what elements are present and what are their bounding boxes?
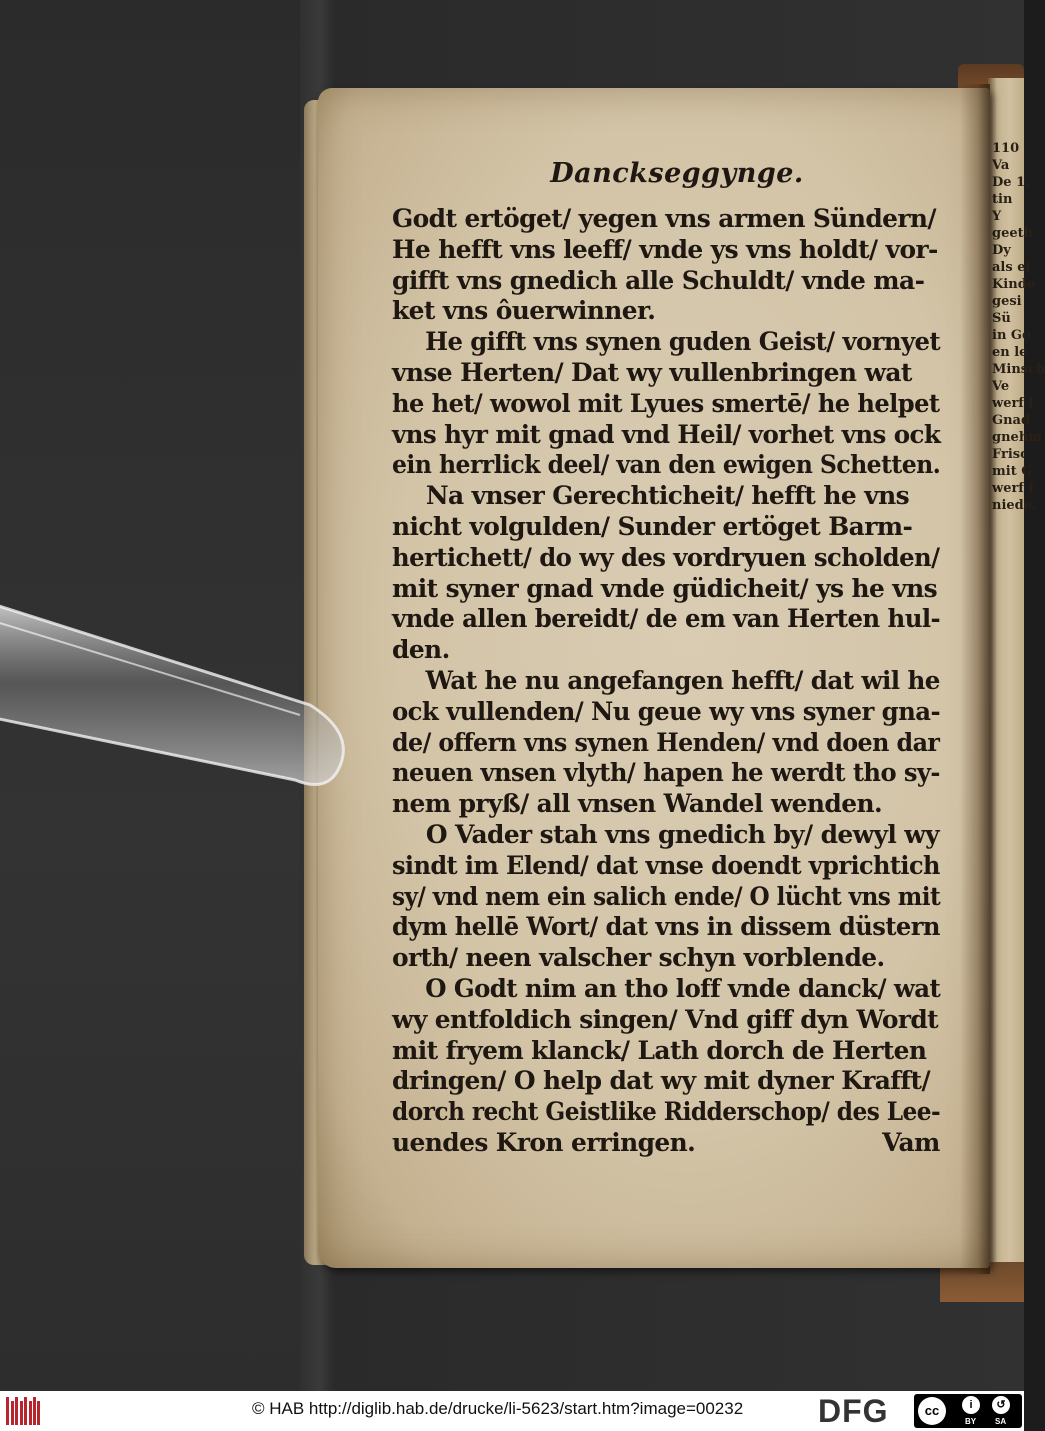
text-line	[392, 1036, 940, 1067]
text-line	[392, 665, 940, 697]
text-line-content: den.	[392, 635, 450, 665]
text-line-content: gifft vns gnedich alle Schuldt/ vnde ma-	[392, 265, 925, 295]
facing-page-fragment: werf f	[992, 396, 1035, 411]
text-line-content: dringen/ O help dat wy mit dyner Krafft/	[392, 1066, 930, 1096]
facing-page-fragment: 110	[992, 141, 1020, 156]
text-line	[392, 296, 940, 327]
text-line-content: mit fryem klanck/ Lath dorch de Herten	[392, 1035, 927, 1065]
hab-logo-bar	[33, 1397, 36, 1425]
text-line	[392, 604, 941, 635]
text-line	[392, 542, 940, 574]
text-line	[392, 820, 940, 851]
running-header: Danckseggynge.	[550, 158, 804, 189]
facing-page-fragment: Y	[992, 209, 1002, 224]
facing-page-fragment: gesi	[992, 294, 1022, 309]
footer-bar	[0, 1391, 1024, 1431]
text-line-content: he het/ wowol mit Lyues smertē/ he helpet	[392, 388, 940, 418]
hab-logo-bar	[20, 1401, 23, 1425]
text-line-content: ein herrlick deel/ van den ewigen Schetten.	[392, 450, 941, 480]
hab-logo[interactable]	[6, 1397, 40, 1425]
text-line	[392, 1128, 940, 1159]
text-line	[392, 266, 940, 297]
text-line-content: vnse Herten/ Dat wy vullenbringen wat	[392, 357, 912, 387]
text-line	[392, 881, 941, 913]
text-line-content: de/ offern vns synen Henden/ vnd doen dar	[392, 727, 940, 757]
page-gutter-shadow	[960, 84, 990, 1274]
text-line-content: He gifft vns synen guden Geist/ vornyet	[425, 327, 941, 357]
facing-page-fragment: gnehm	[992, 430, 1043, 445]
text-line	[392, 204, 940, 235]
text-line-content: O Godt nim an tho loff vnde danck/ wat	[425, 973, 941, 1003]
facing-page-fragment: Minsch	[992, 362, 1045, 377]
text-line	[392, 912, 940, 943]
text-line	[392, 481, 940, 512]
image-credit[interactable]: © HAB http://diglib.hab.de/drucke/li-5623/start.htm?image=00232	[252, 1399, 744, 1418]
hab-logo-bar	[11, 1401, 14, 1425]
text-line-content: nicht volgulden/ Sunder ertöget Barm-	[392, 511, 913, 541]
cc-icon: cc	[918, 1397, 946, 1425]
facing-page-fragment: niede.	[992, 498, 1037, 513]
glass-pointer	[0, 590, 360, 810]
text-line-content: ket vns ôuerwinner.	[392, 296, 656, 326]
catchword: Vam	[882, 1127, 940, 1157]
text-line-content: dorch recht Geistlike Ridderschop/ des Lee-	[392, 1097, 941, 1127]
text-line-content: Na vnser Gerechticheit/ hefft he vns	[425, 481, 910, 511]
text-block	[392, 204, 942, 1159]
text-line	[392, 358, 940, 389]
hab-logo-bar	[29, 1401, 32, 1425]
facing-page-fragment: tin	[992, 192, 1013, 207]
facing-page-fragment: Dy	[992, 243, 1011, 258]
text-line	[392, 327, 941, 358]
text-line-content: Wat he nu angefangen hefft/ dat wil he	[425, 665, 940, 695]
text-line	[392, 789, 940, 820]
text-line	[392, 758, 940, 789]
text-line	[392, 943, 940, 974]
text-line-content: sy/ vnd nem ein salich ende/ O lücht vns mit	[392, 881, 941, 911]
text-line-content: vnde allen bereidt/ de em van Herten hul-	[392, 604, 941, 634]
text-line-content: vns hyr mit gnad vnd Heil/ vorhet vns ock	[392, 419, 941, 449]
text-line-content: He hefft vns leeff/ vnde ys vns holdt/ vor-	[392, 234, 938, 264]
facing-page-fragment: De 1.	[992, 175, 1030, 190]
page-text	[392, 152, 942, 1159]
text-line	[392, 973, 941, 1005]
text-line	[392, 1066, 940, 1097]
text-line-content: hertichett/ do wy des vordryuen scholden/	[392, 542, 940, 572]
text-line-content: Godt ertöget/ yegen vns armen Sündern/	[392, 204, 936, 233]
hab-logo-bar	[24, 1397, 27, 1425]
text-line-content: ock vullenden/ Nu geue wy vns syner gna-	[392, 696, 940, 726]
text-line	[392, 574, 940, 605]
text-line	[392, 727, 940, 759]
text-line	[392, 696, 940, 728]
facing-page-fragment: en le	[992, 345, 1028, 360]
text-line	[392, 635, 940, 666]
share-alike-icon: ↺	[992, 1396, 1010, 1414]
hab-logo-bar	[15, 1397, 18, 1425]
facing-page-fragment: Ve	[992, 379, 1010, 394]
facing-page-fragment: werf f	[992, 481, 1035, 496]
dfg-logo[interactable]: DFG	[818, 1393, 889, 1429]
facing-page-fragment: in Go	[992, 328, 1031, 343]
facing-page-text	[992, 140, 1045, 1150]
text-line-content: sindt im Elend/ dat vnse doendt vprichtich	[392, 850, 940, 880]
text-line-content: dym hellē Wort/ dat vns in dissem düstern	[392, 912, 940, 942]
text-line	[392, 1097, 941, 1128]
text-line-content: neuen vnsen vlyth/ hapen he werdt tho sy-	[392, 758, 940, 788]
text-line	[392, 419, 941, 451]
text-line	[392, 388, 940, 420]
text-line	[392, 850, 940, 882]
facing-page-fragment: Frisc	[992, 447, 1029, 462]
facing-page-fragment: Gnad	[992, 413, 1031, 428]
text-line-content: O Vader stah vns gnedich by/ dewyl wy	[425, 819, 940, 849]
cc-license-badge[interactable]	[914, 1394, 1022, 1428]
text-line-content: wy entfoldich singen/ Vnd giff dyn Wordt	[392, 1004, 939, 1034]
text-line-content: mit syner gnad vnde güdicheit/ ys he vns	[392, 573, 938, 603]
hab-logo-bar	[37, 1401, 40, 1425]
text-line-content: orth/ neen valscher schyn vorblende.	[392, 943, 885, 973]
attribution-icon: i	[962, 1396, 980, 1414]
facing-page-fragment: Kinde	[992, 277, 1036, 292]
facing-page-fragment: Sü	[992, 311, 1011, 326]
facing-page-fragment: mit G	[992, 464, 1033, 479]
facing-page-fragment: als ei	[992, 260, 1031, 275]
text-line	[392, 512, 940, 543]
facing-page-fragment: Va	[992, 158, 1010, 173]
text-line-content: uendes Kron erringen.	[392, 1127, 696, 1157]
text-line	[392, 1005, 940, 1036]
text-line-content: nem pryß/ all vnsen Wandel wenden.	[392, 789, 883, 819]
text-line	[392, 235, 940, 266]
hab-logo-bar	[6, 1397, 9, 1425]
text-line	[392, 450, 941, 481]
by-label: BY	[965, 1417, 977, 1426]
sa-label: SA	[995, 1417, 1007, 1426]
facing-page-fragment: geeth	[992, 226, 1034, 241]
